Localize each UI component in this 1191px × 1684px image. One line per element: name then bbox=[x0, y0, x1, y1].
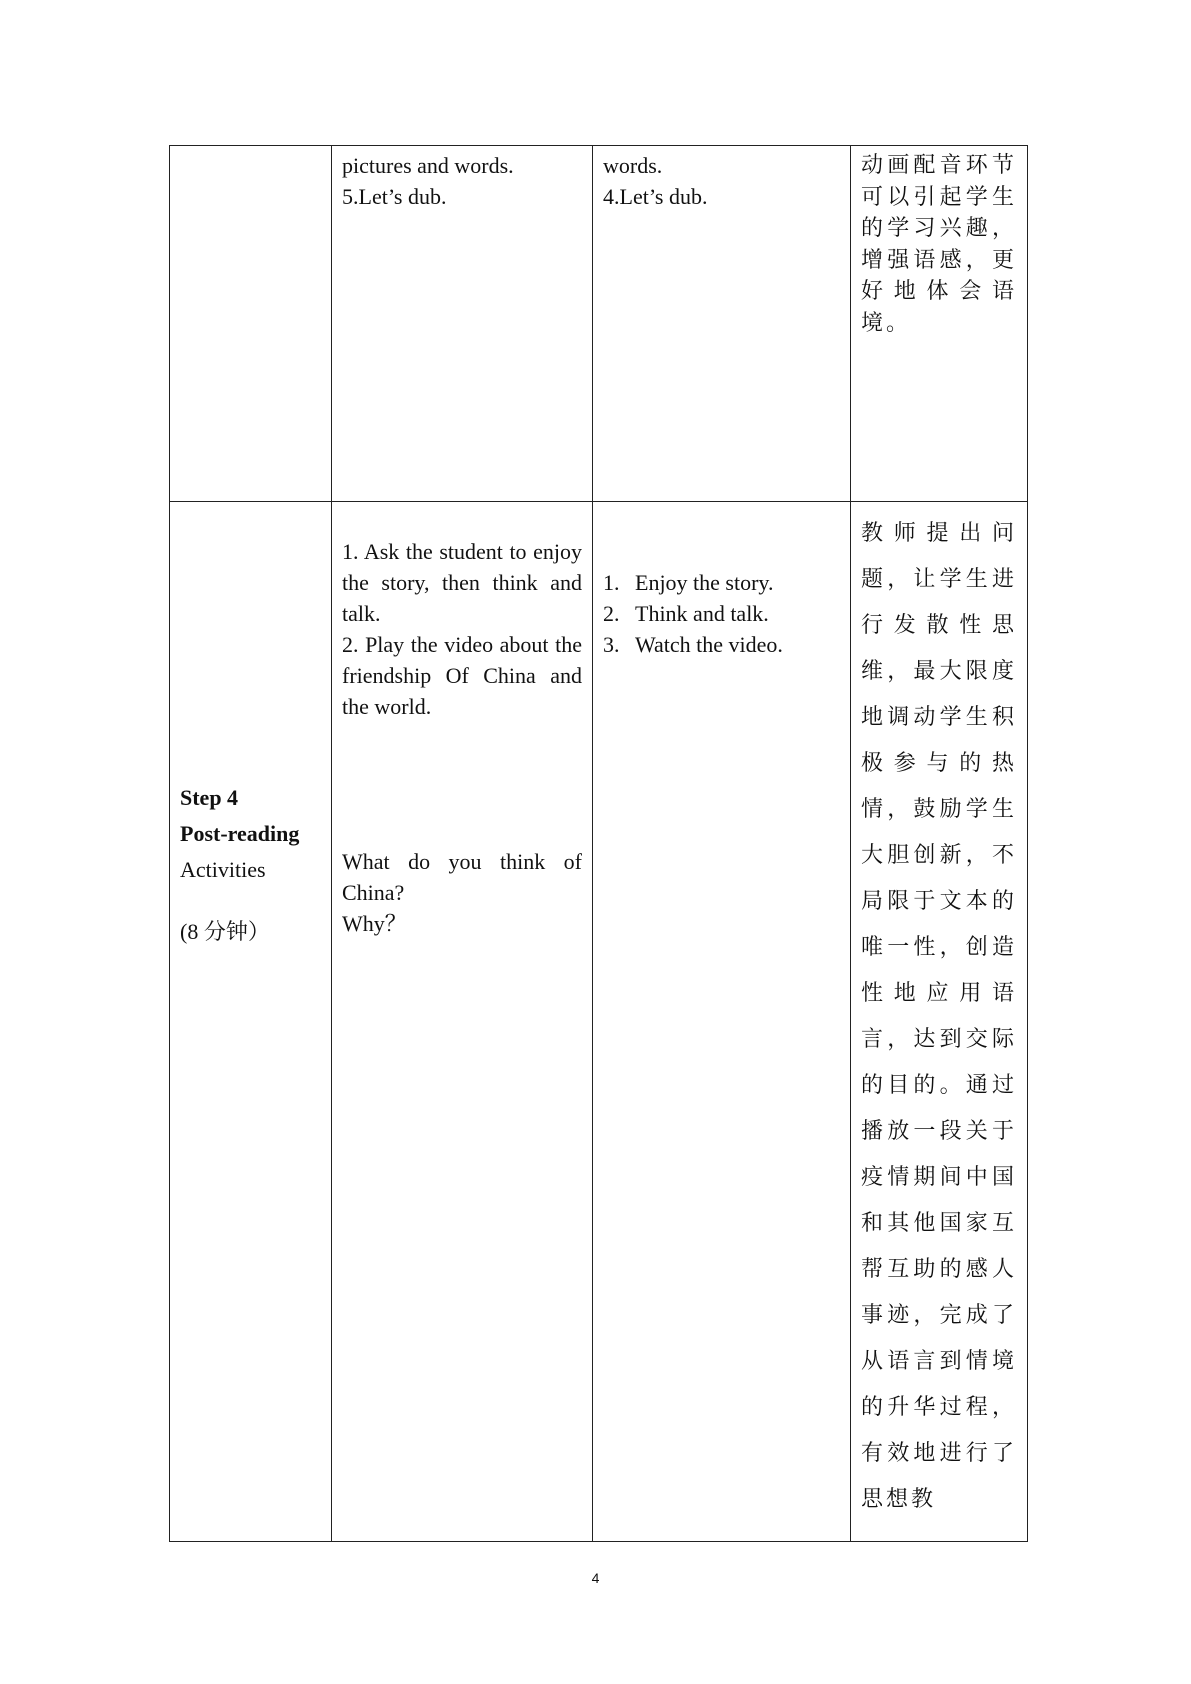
teacher-activity-line: pictures and words. bbox=[342, 153, 514, 178]
student-activity-cell bbox=[593, 146, 851, 502]
student-activity-list bbox=[603, 567, 840, 660]
lesson-plan-table bbox=[169, 145, 1028, 1542]
list-item-number: 3. bbox=[603, 632, 620, 657]
list-item-number: 2. bbox=[603, 601, 620, 626]
design-purpose-cell bbox=[851, 502, 1028, 1542]
list-item-number: 1. bbox=[603, 570, 620, 595]
step-name: Post-reading bbox=[180, 821, 300, 846]
teacher-activity-line: 5.Let’s dub. bbox=[342, 184, 447, 209]
student-activity-line: 4.Let’s dub. bbox=[603, 184, 708, 209]
table-row bbox=[170, 146, 1028, 502]
student-activity-cell bbox=[593, 502, 851, 1542]
teacher-activity-cell bbox=[332, 146, 593, 502]
step-cell bbox=[170, 502, 332, 1542]
list-item-text: Think and talk. bbox=[635, 601, 769, 626]
step-time: (8 分钟） bbox=[180, 919, 270, 944]
design-purpose-text: 动画配音环节可以引起学生的学习兴趣，增强语感，更好地体会语境。 bbox=[861, 153, 1017, 336]
step-label: Step 4 bbox=[180, 785, 239, 810]
list-item bbox=[603, 598, 840, 629]
teacher-question-why: Why？ bbox=[342, 911, 407, 936]
list-item bbox=[603, 567, 840, 598]
teacher-activity-item: 2. Play the video about the friendship Of China and the world. bbox=[342, 632, 582, 719]
design-purpose-cell bbox=[851, 146, 1028, 502]
teacher-activity-cell bbox=[332, 502, 593, 1542]
list-item-text: Enjoy the story. bbox=[635, 570, 774, 595]
step-cell bbox=[170, 146, 332, 502]
student-activity-line: words. bbox=[603, 153, 663, 178]
page-number: 4 bbox=[591, 1570, 600, 1586]
step-subtitle: Activities bbox=[180, 857, 266, 882]
teacher-activity-item: 1. Ask the student to enjoy the story, then think and talk. bbox=[342, 539, 582, 626]
design-purpose-text: 教师提出问题，让学生进行发散性思维，最大限度地调动学生积极参与的热情，鼓励学生大胆创新，不局限于文本的唯一性，创造性地应用语言，达到交际的目的。通过播放一段关于疫情期间中国和其他国家互帮互助的感人事迹，完成了从语言到情境的升华过程，有效地进行了思想教 bbox=[861, 521, 1017, 1512]
teacher-question: What do you think of China? bbox=[342, 849, 582, 905]
table-row bbox=[170, 502, 1028, 1542]
list-item bbox=[603, 629, 840, 660]
list-item-text: Watch the video. bbox=[635, 632, 783, 657]
